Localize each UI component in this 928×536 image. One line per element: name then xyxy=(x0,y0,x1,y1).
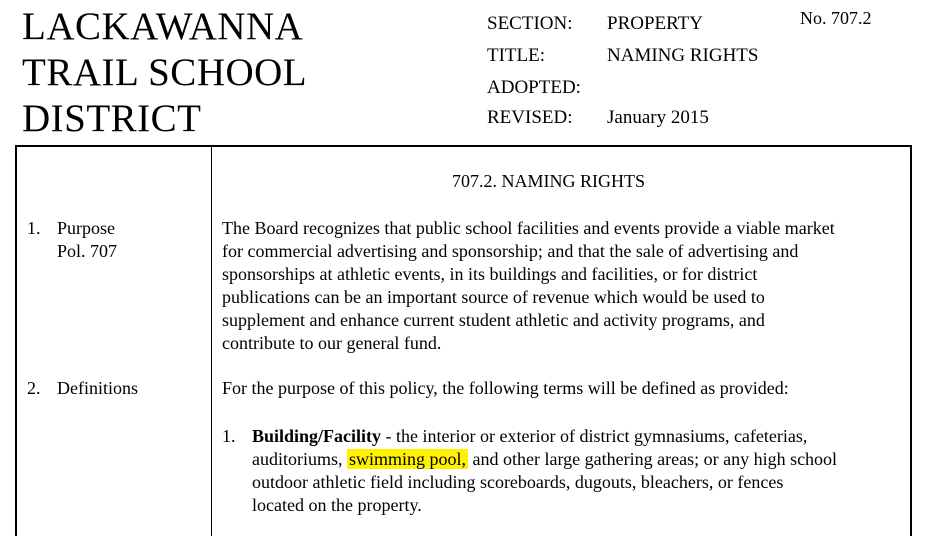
frame-right-border xyxy=(910,145,912,536)
paragraph-line: The Board recognizes that public school facilities and events provide a viable market xyxy=(222,218,835,238)
section-label: Definitions xyxy=(57,378,138,398)
title-value: NAMING RIGHTS xyxy=(607,45,759,66)
district-name xyxy=(22,4,342,142)
definition-text-segment: and other large gathering areas; or any high school xyxy=(468,449,838,469)
purpose-paragraph xyxy=(222,217,835,355)
policy-number: No. 707.2 xyxy=(800,8,872,28)
section-number: 2. xyxy=(27,378,41,398)
paragraph-line: for commercial advertising and sponsorship; and that the sale of advertising and xyxy=(222,241,799,261)
section-label: SECTION: xyxy=(487,13,573,34)
definitions-intro: For the purpose of this policy, the following terms will be defined as provided: xyxy=(222,378,789,398)
revised-label: REVISED: xyxy=(487,107,573,128)
section-reference: Pol. 707 xyxy=(57,241,118,261)
district-name-line: DISTRICT xyxy=(22,97,202,140)
definition-line: outdoor athletic field including scoreboards, dugouts, bleachers, or fences xyxy=(252,472,784,492)
document-heading: 707.2. NAMING RIGHTS xyxy=(452,171,645,191)
paragraph-line: publications can be an important source of revenue which would be used to xyxy=(222,287,765,307)
definition-line: located on the property. xyxy=(252,495,422,515)
definition-text xyxy=(252,425,837,517)
district-name-line: TRAIL SCHOOL xyxy=(22,51,308,94)
paragraph-line: sponsorships at athletic events, in its buildings and facilities, or for district xyxy=(222,264,758,284)
highlighted-text: swimming pool, xyxy=(349,449,467,469)
definition-text-segment: - the interior or exterior of district gymnasiums, cafeterias, xyxy=(381,426,808,446)
paragraph-line: supplement and enhance current student athletic and activity programs, and xyxy=(222,310,765,330)
section-number: 1. xyxy=(27,218,41,238)
district-name-line: LACKAWANNA xyxy=(22,5,304,48)
definition-term: Building/Facility xyxy=(252,426,382,446)
title-label: TITLE: xyxy=(487,45,546,66)
item-number: 1. xyxy=(222,426,236,446)
paragraph-line: contribute to our general fund. xyxy=(222,333,442,353)
section-value: PROPERTY xyxy=(607,13,703,34)
section-label: Purpose xyxy=(57,218,115,238)
adopted-label: ADOPTED: xyxy=(487,77,581,98)
revised-value: January 2015 xyxy=(607,107,709,128)
definition-line xyxy=(252,425,837,448)
definition-text-segment: auditoriums, xyxy=(252,449,347,469)
definition-line xyxy=(252,448,837,471)
column-divider xyxy=(211,145,212,536)
frame-top-border xyxy=(15,145,912,147)
frame-left-border xyxy=(15,145,17,536)
